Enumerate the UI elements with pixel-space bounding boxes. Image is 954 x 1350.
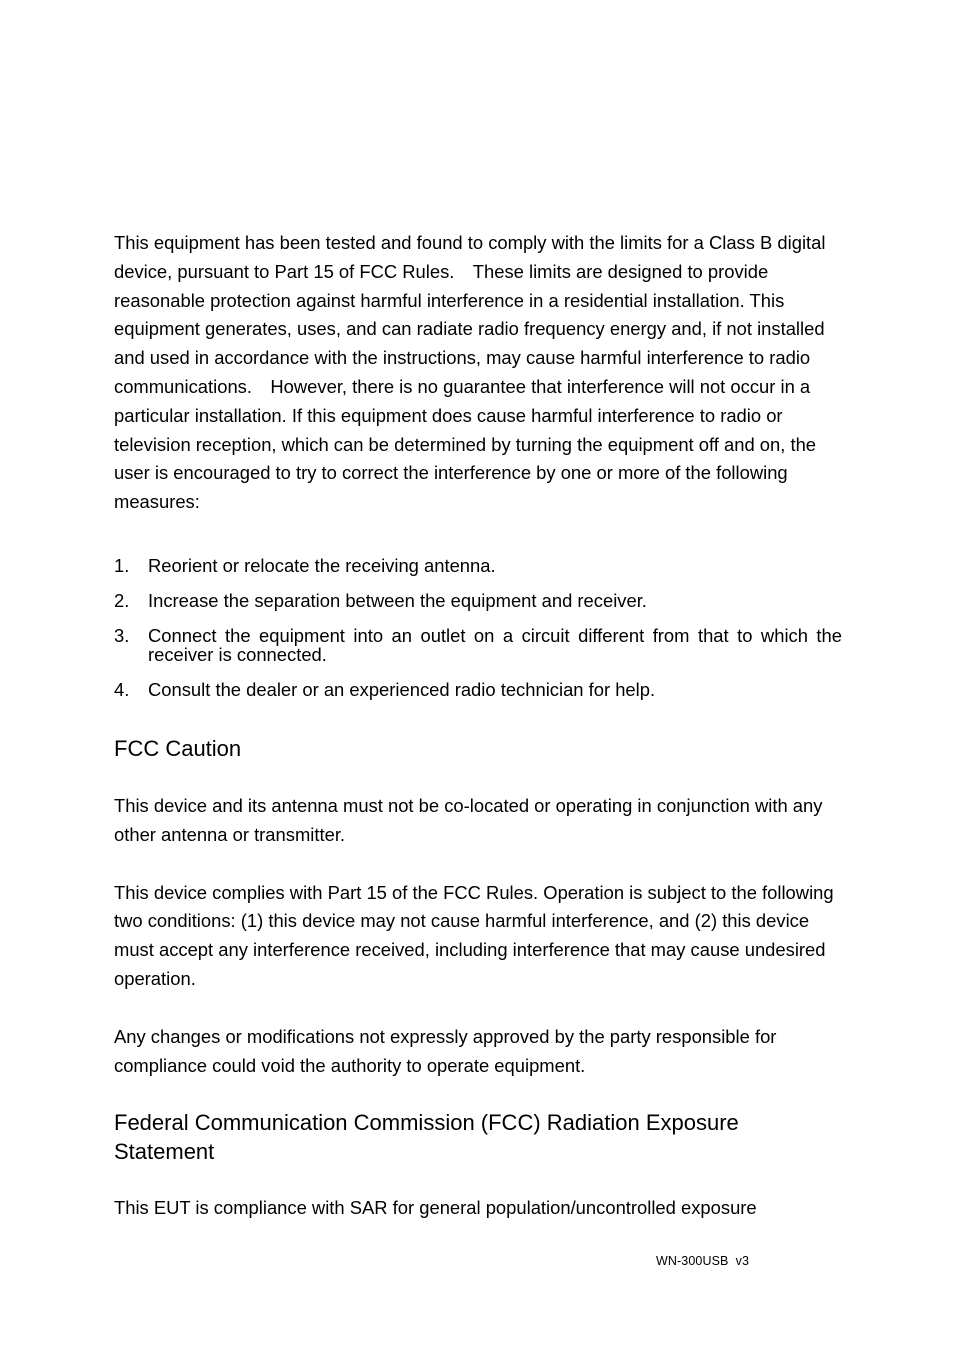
colocation-paragraph: This device and its antenna must not be co-located or operating in conjunction with any other antenna or transmitter.	[114, 794, 823, 845]
radiation-exposure-heading: Federal Communication Commission (FCC) Radiation Exposure Statement	[114, 1110, 739, 1165]
measures-list	[114, 556, 842, 700]
modifications-paragraph: Any changes or modifications not expressly approved by the party responsible for compliance could void the authority to operate equipment.	[114, 1025, 777, 1076]
list-item-text: Increase the separation between the equipment and receiver.	[148, 589, 647, 611]
document-body	[114, 229, 842, 1223]
sar-compliance-paragraph: This EUT is compliance with SAR for general population/uncontrolled exposure	[114, 1197, 757, 1219]
list-item-number: 4.	[114, 679, 130, 701]
list-item	[114, 626, 842, 665]
list-item-text: Connect the equipment into an outlet on a circuit different from that to which the receiver is connected.	[148, 624, 842, 666]
list-item	[114, 680, 842, 700]
fcc-caution-heading: FCC Caution	[114, 735, 242, 761]
list-item-number: 3.	[114, 624, 130, 646]
part15-compliance-paragraph: This device complies with Part 15 of the FCC Rules. Operation is subject to the following two conditions: (1) this device may not cause harmful interference, and (2) this device must accept any interference received, including interference that may cause undesired operation.	[114, 881, 834, 989]
list-item-number: 1.	[114, 554, 130, 576]
list-item	[114, 591, 842, 611]
footer-model-label: WN-300USB v3	[656, 1254, 749, 1268]
intro-paragraph: This equipment has been tested and found to comply with the limits for a Class B digital device, pursuant to Part 15 of FCC Rules. These limits are designed to provide reasonable protection against harmful interference in a residential installation. This equipment generates, uses, and can radiate radio frequency energy and, if not installed and used in accordance with the instructions, may cause harmful interference to radio communications. However, there is no guarantee that interference will not occur in a particular installation. If this equipment does cause harmful interference to radio or television reception, which can be determined by turning the equipment off and on, the user is encouraged to try to correct the interference by one or more of the following measures:	[114, 232, 826, 513]
list-item-number: 2.	[114, 589, 130, 611]
list-item-text: Reorient or relocate the receiving antenna.	[148, 554, 496, 576]
list-item-text: Consult the dealer or an experienced radio technician for help.	[148, 679, 656, 701]
list-item	[114, 556, 842, 576]
